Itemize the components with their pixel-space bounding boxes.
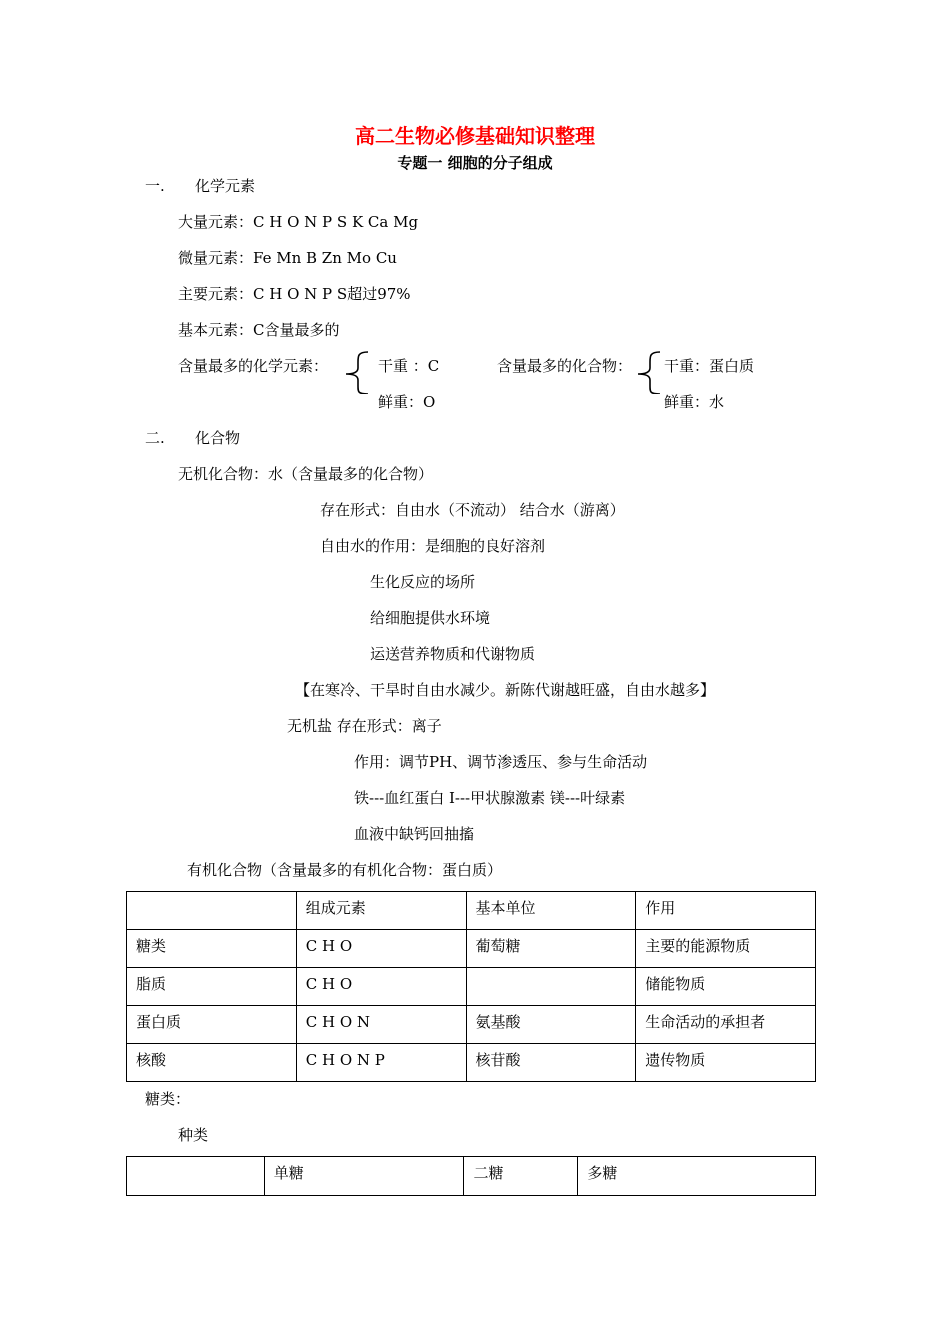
table-cell: C H O (296, 930, 466, 968)
table-cell: 核苷酸 (466, 1044, 636, 1082)
water-forms: 存在形式：自由水（不流动） 结合水（游离） (320, 501, 625, 519)
table-row (127, 1044, 816, 1082)
section1-number: 一. (145, 177, 165, 195)
page-title: 高二生物必修基础知识整理 (355, 124, 595, 148)
table-cell: C H O N (296, 1006, 466, 1044)
salt-calcium: 血液中缺钙回抽搐 (354, 825, 475, 843)
table-header-cell: 组成元素 (296, 892, 466, 930)
water-note: 【在寒冷、干旱时自由水减少。新陈代谢越旺盛，自由水越多】 (295, 681, 716, 699)
most-compound-label: 含量最多的化合物： (497, 357, 633, 375)
table-cell: 糖类 (127, 930, 297, 968)
table-cell: 脂质 (127, 968, 297, 1006)
major-elements: 大量元素：C H O N P S K Ca Mg (178, 213, 419, 231)
left-brace-icon (340, 350, 370, 394)
most-compound-fresh: 鲜重：水 (664, 393, 725, 411)
table-cell: C H O (296, 968, 466, 1006)
right-brace-icon (632, 350, 662, 394)
table-header-cell: 单糖 (264, 1157, 464, 1196)
water-role-4: 运送营养物质和代谢物质 (370, 645, 536, 663)
organic-table (126, 891, 816, 1082)
page-subtitle: 专题一 细胞的分子组成 (397, 154, 553, 172)
inorganic-compounds: 无机化合物：水（含量最多的化合物） (178, 465, 434, 483)
sugar-kinds: 种类 (178, 1126, 209, 1144)
water-role-3: 给细胞提供水环境 (370, 609, 491, 627)
sugar-table (126, 1156, 816, 1196)
table-row (127, 968, 816, 1006)
most-element-label: 含量最多的化学元素： (178, 357, 329, 375)
water-role-2: 生化反应的场所 (370, 573, 476, 591)
table-header-cell: 二糖 (464, 1157, 578, 1196)
main-elements: 主要元素：C H O N P S超过97% (178, 285, 411, 303)
table-cell: 储能物质 (636, 968, 816, 1006)
table-cell (466, 968, 636, 1006)
sugar-heading: 糖类： (145, 1090, 191, 1108)
table-header-cell: 多糖 (578, 1157, 816, 1196)
table-cell: 主要的能源物质 (636, 930, 816, 968)
table-cell: 生命活动的承担者 (636, 1006, 816, 1044)
table-cell: 氨基酸 (466, 1006, 636, 1044)
table-cell: 葡萄糖 (466, 930, 636, 968)
table-cell: 遗传物质 (636, 1044, 816, 1082)
table-header-row (127, 892, 816, 930)
table-header-cell (127, 1157, 265, 1196)
most-compound-dry: 干重：蛋白质 (664, 357, 755, 375)
section2-heading: 化合物 (195, 429, 241, 447)
table-header-row (127, 1157, 816, 1196)
table-row (127, 930, 816, 968)
section1-heading: 化学元素 (195, 177, 256, 195)
table-row (127, 1006, 816, 1044)
table-header-cell: 基本单位 (466, 892, 636, 930)
table-header-cell (127, 892, 297, 930)
basic-element: 基本元素：C含量最多的 (178, 321, 340, 339)
salt-role: 作用：调节PH、调节渗透压、参与生命活动 (354, 753, 648, 771)
salt-examples: 铁---血红蛋白 I---甲状腺激素 镁---叶绿素 (354, 789, 626, 807)
water-role: 自由水的作用：是细胞的良好溶剂 (320, 537, 546, 555)
section2-number: 二. (145, 429, 165, 447)
trace-elements: 微量元素：Fe Mn B Zn Mo Cu (178, 249, 397, 267)
table-cell: 核酸 (127, 1044, 297, 1082)
table-cell: C H O N P (296, 1044, 466, 1082)
table-header-cell: 作用 (636, 892, 816, 930)
most-element-fresh: 鲜重：O (378, 393, 436, 411)
organic-compounds: 有机化合物（含量最多的有机化合物：蛋白质） (187, 861, 503, 879)
inorganic-salt: 无机盐 存在形式：离子 (287, 717, 442, 735)
most-element-dry: 干重 ：C (378, 357, 440, 375)
table-cell: 蛋白质 (127, 1006, 297, 1044)
